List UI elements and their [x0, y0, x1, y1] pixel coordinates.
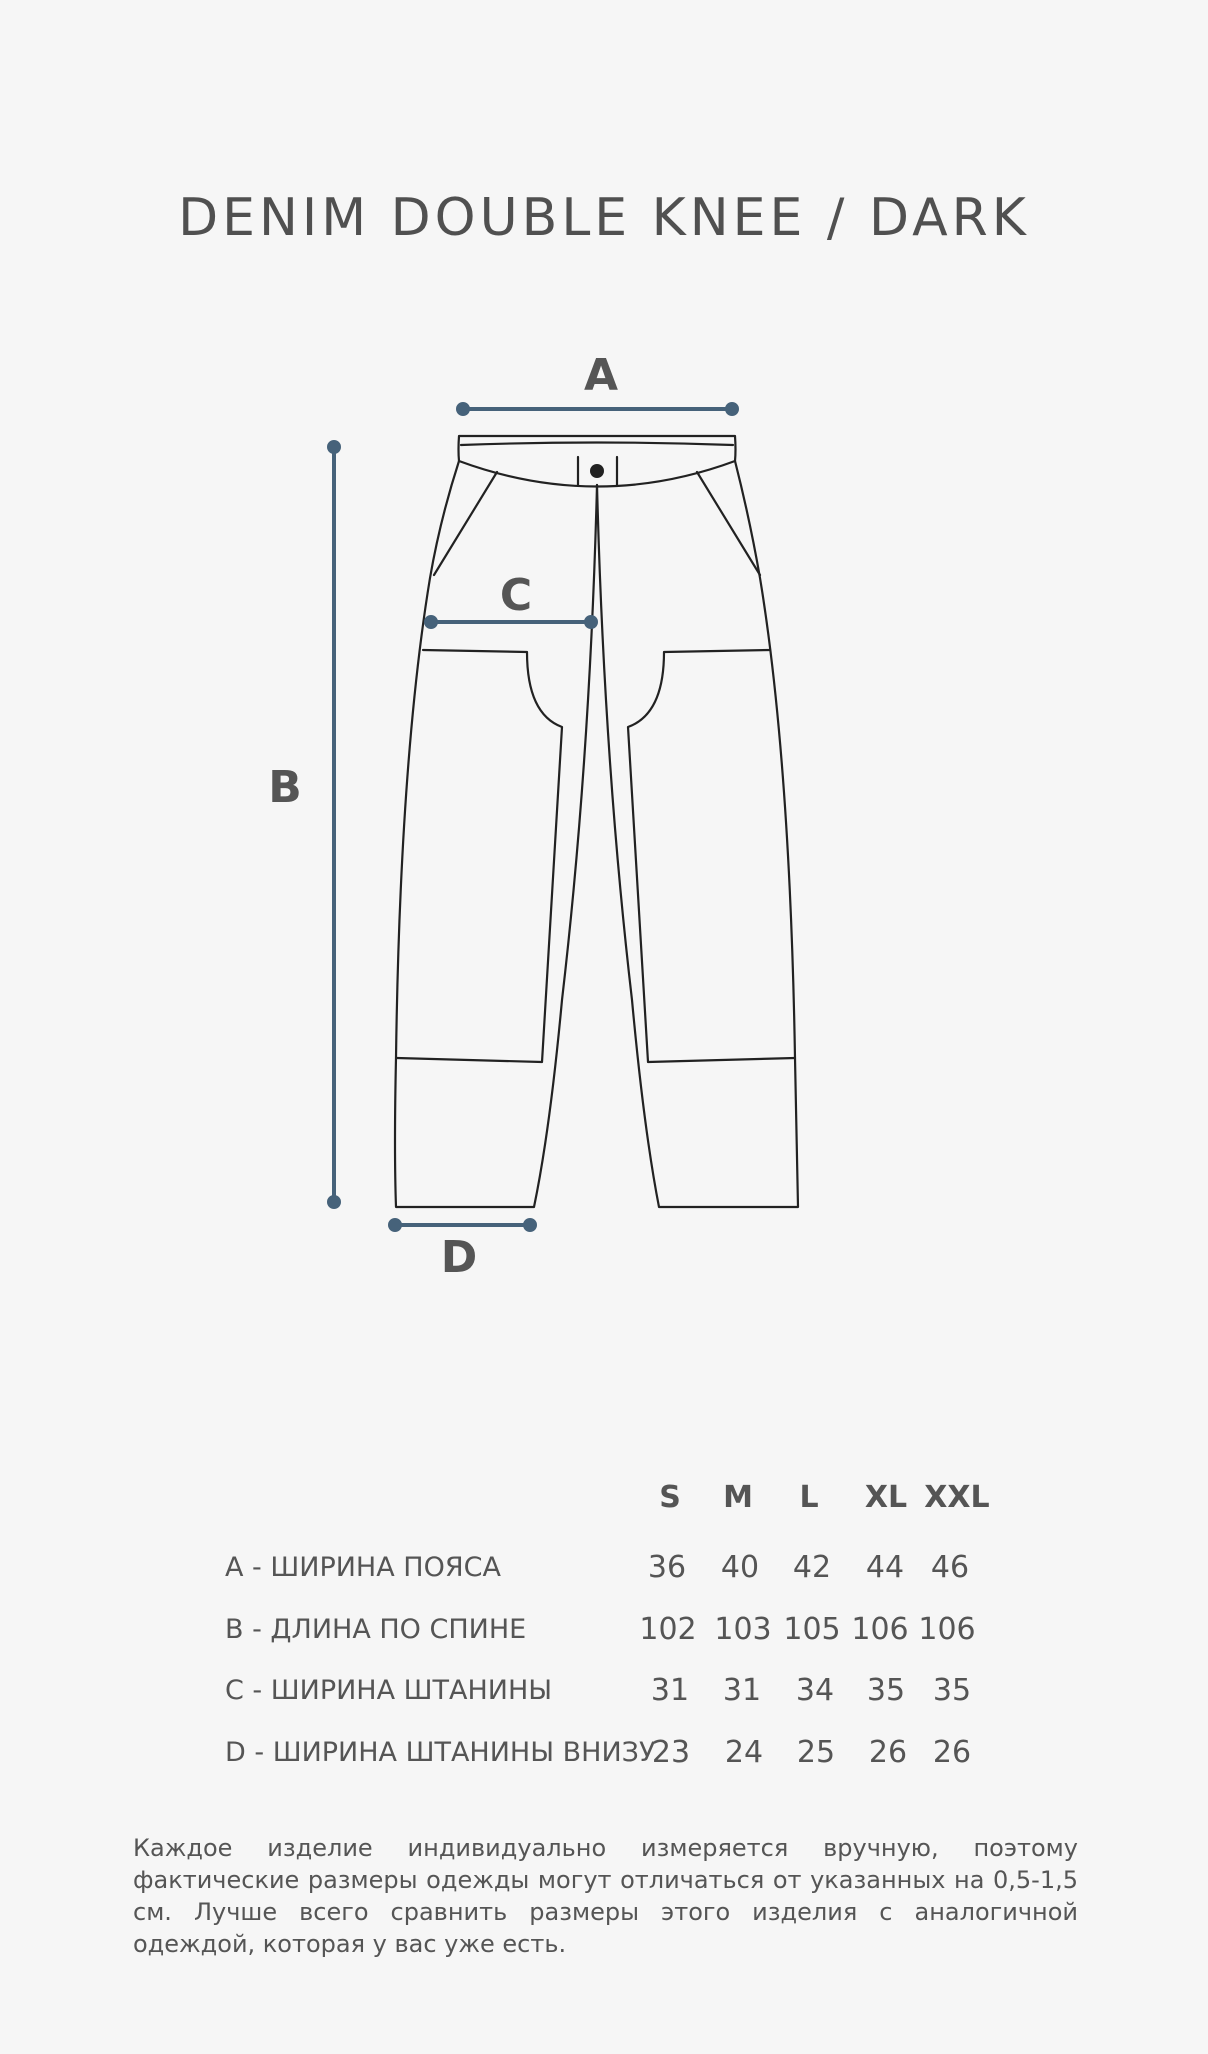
dimension-b-end — [329, 1197, 339, 1207]
table-cell: 42 — [792, 1550, 832, 1585]
right-knee-panel — [628, 650, 795, 1062]
dimension-a-start — [458, 404, 468, 414]
dimension-d-end — [525, 1220, 535, 1230]
dimension-a-end — [727, 404, 737, 414]
dimension-b-start — [329, 442, 339, 452]
pants-outline — [395, 436, 798, 1207]
dimension-a-label: A — [583, 350, 619, 401]
table-cell: 46 — [930, 1550, 970, 1585]
table-cell: 106 — [918, 1612, 976, 1647]
table-cell: 36 — [647, 1550, 687, 1585]
left-leg-outer — [395, 461, 597, 1207]
table-cell: 35 — [932, 1673, 972, 1708]
row-label-a: A - ШИРИНА ПОЯСА — [225, 1552, 501, 1583]
table-cell: 106 — [851, 1612, 909, 1647]
row-label-b: B - ДЛИНА ПО СПИНЕ — [225, 1614, 527, 1645]
size-header-l: L — [799, 1480, 819, 1515]
waistband-top-line — [461, 443, 733, 446]
dimension-lines — [329, 404, 737, 1230]
table-cell: 31 — [650, 1673, 690, 1708]
table-cell: 35 — [866, 1673, 906, 1708]
right-leg-outer — [597, 461, 798, 1207]
table-cell: 102 — [639, 1612, 697, 1647]
left-knee-panel — [397, 650, 562, 1062]
page-title: DENIM DOUBLE KNEE / DARK — [178, 188, 1030, 248]
table-cell: 24 — [724, 1735, 764, 1770]
dimension-c-start — [426, 617, 436, 627]
dimension-d-start — [390, 1220, 400, 1230]
table-cell: 44 — [865, 1550, 905, 1585]
table-cell: 105 — [783, 1612, 841, 1647]
size-header-m: M — [723, 1480, 753, 1515]
dimension-d-label: D — [440, 1232, 478, 1283]
dimension-b-label: B — [268, 762, 302, 813]
size-header-s: S — [659, 1480, 681, 1515]
table-cell: 25 — [796, 1735, 836, 1770]
table-cell: 26 — [932, 1735, 972, 1770]
row-label-d: D - ШИРИНА ШТАНИНЫ ВНИЗУ — [225, 1737, 656, 1768]
table-cell: 23 — [651, 1735, 691, 1770]
dimension-c-label: C — [499, 570, 533, 621]
table-cell: 40 — [720, 1550, 760, 1585]
dimension-c-end — [586, 617, 596, 627]
table-cell: 103 — [714, 1612, 772, 1647]
measurement-note: Каждое изделие индивидуально измеряется вручную, поэтому фактические размеры одежды могут отличаться от указанных на 0,5-1,5 см. Лучше всего сравнить размеры этого изделия с аналогичной одеждой, которая у вас уже есть. — [133, 1834, 1078, 1958]
row-label-c: C - ШИРИНА ШТАНИНЫ — [225, 1675, 553, 1706]
table-cell: 34 — [795, 1673, 835, 1708]
button-icon — [590, 464, 604, 478]
table-cell: 31 — [722, 1673, 762, 1708]
left-pocket-line — [434, 472, 497, 575]
size-header-xxl: XXL — [924, 1480, 990, 1515]
size-header-xl: XL — [864, 1480, 908, 1515]
table-cell: 26 — [868, 1735, 908, 1770]
